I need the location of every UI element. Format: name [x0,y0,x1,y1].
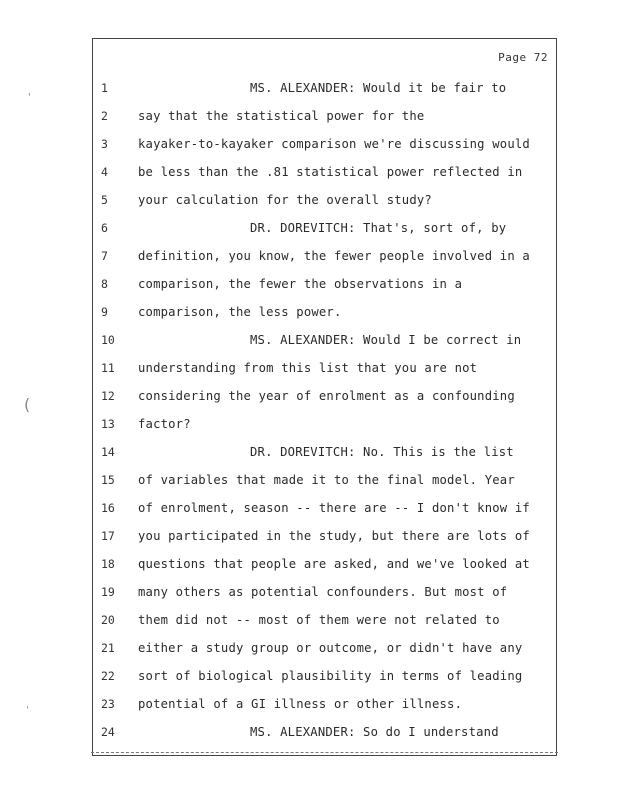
line-text: of enrolment, season -- there are -- I don't know if [138,501,530,515]
transcript-line [93,214,556,242]
line-text: sort of biological plausibility in terms of leading [138,669,523,683]
scan-mark: ' [28,92,31,103]
transcript-line [93,438,556,466]
line-number: 4 [101,165,108,179]
transcript-line [93,634,556,662]
line-text: be less than the .81 statistical power reflected in [138,165,523,179]
line-number: 18 [101,557,115,571]
line-text: MS. ALEXANDER: Would I be correct in [250,333,522,347]
transcript-line [93,718,556,746]
line-text: DR. DOREVITCH: That's, sort of, by [250,221,507,235]
transcript-line [93,522,556,550]
line-text: understanding from this list that you are not [138,361,478,375]
line-text: comparison, the less power. [138,305,342,319]
line-number: 12 [101,389,115,403]
transcript-line [93,550,556,578]
line-number: 19 [101,585,115,599]
line-number: 20 [101,613,115,627]
line-text: factor? [138,417,191,431]
line-number: 5 [101,193,108,207]
transcript-line [93,606,556,634]
line-text: you participated in the study, but there are lots of [138,529,530,543]
line-number: 6 [101,221,108,235]
transcript-line [93,326,556,354]
line-text: them did not -- most of them were not related to [138,613,500,627]
line-number: 10 [101,333,115,347]
line-number: 22 [101,669,115,683]
line-number: 3 [101,137,108,151]
line-number: 21 [101,641,115,655]
line-text: your calculation for the overall study? [138,193,432,207]
transcript-line [93,298,556,326]
line-text: either a study group or outcome, or didn't have any [138,641,523,655]
line-number: 1 [101,81,108,95]
line-number: 24 [101,725,115,739]
line-number: 8 [101,277,108,291]
transcript-line [93,382,556,410]
line-number: 15 [101,473,115,487]
transcript-line [93,494,556,522]
transcript-line [93,242,556,270]
line-text: MS. ALEXANDER: So do I understand [250,725,499,739]
line-text: definition, you know, the fewer people involved in a [138,249,530,263]
page-number: Page 72 [498,51,548,64]
transcript-line [93,130,556,158]
line-number: 17 [101,529,115,543]
line-text: say that the statistical power for the [138,109,425,123]
transcript-line [93,410,556,438]
line-number: 2 [101,109,108,123]
transcript-lines [93,74,556,746]
line-number: 11 [101,361,115,375]
scan-mark: ' [26,705,29,716]
line-text: questions that people are asked, and we've looked at [138,557,530,571]
transcript-line [93,354,556,382]
line-number: 16 [101,501,115,515]
line-text: kayaker-to-kayaker comparison we're discussing would [138,137,530,151]
transcript-line [93,74,556,102]
transcript-page [92,38,557,756]
line-number: 23 [101,697,115,711]
transcript-line [93,270,556,298]
line-number: 14 [101,445,115,459]
line-text: many others as potential confounders. But most of [138,585,508,599]
line-text: potential of a GI illness or other illness. [138,697,463,711]
transcript-line [93,578,556,606]
line-text: comparison, the fewer the observations in a [138,277,463,291]
line-number: 13 [101,417,115,431]
line-number: 7 [101,249,108,263]
transcript-line [93,186,556,214]
transcript-line [93,158,556,186]
transcript-line [93,102,556,130]
transcript-line [93,662,556,690]
line-text: DR. DOREVITCH: No. This is the list [250,445,514,459]
line-text: MS. ALEXANDER: Would it be fair to [250,81,507,95]
line-text: considering the year of enrolment as a confounding [138,389,515,403]
transcript-line [93,466,556,494]
transcript-line [93,690,556,718]
line-text: of variables that made it to the final model. Year [138,473,515,487]
scan-mark: ( [24,395,31,414]
line-number: 9 [101,305,108,319]
